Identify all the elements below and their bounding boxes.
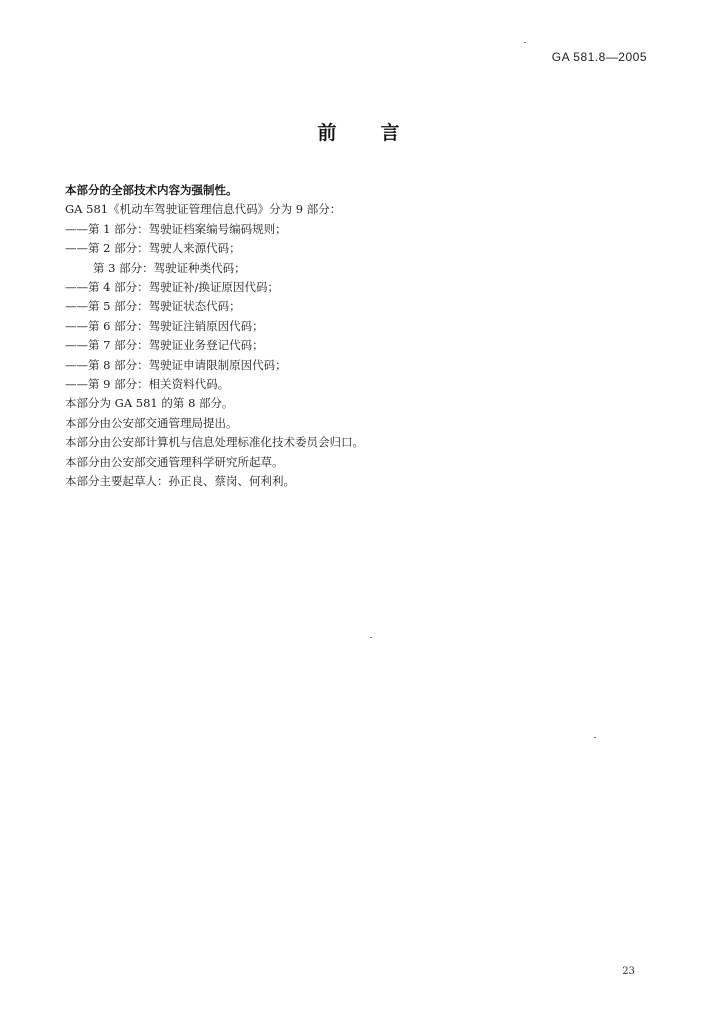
paragraph-proposed-by: 本部分由公安部交通管理局提出。 (65, 415, 238, 430)
list-item-part-4: ——第 4 部分：驾驶证补/换证原因代码； (65, 280, 280, 295)
list-item-part-7: ——第 7 部分：驾驶证业务登记代码； (65, 338, 264, 353)
scan-speck (524, 42, 526, 43)
paragraph-parts-intro: GA 581《机动车驾驶证管理信息代码》分为 9 部分： (65, 202, 342, 217)
page-number: 23 (622, 966, 635, 977)
paragraph-drafted-by: 本部分由公安部交通管理科学研究所起草。 (65, 454, 284, 469)
page-title: 前言 (317, 122, 444, 144)
list-item-part-2: ——第 2 部分：驾驶人来源代码； (65, 241, 241, 256)
paragraph-centralized-by: 本部分由公安部计算机与信息处理标准化技术委员会归口。 (65, 435, 364, 450)
paragraph-mandatory: 本部分的全部技术内容为强制性。 (65, 183, 238, 197)
paragraph-this-part: 本部分为 GA 581 的第 8 部分。 (65, 396, 234, 411)
list-item-part-1: ——第 1 部分：驾驶证档案编号编码规则； (65, 221, 287, 236)
scan-speck (370, 637, 372, 638)
list-item-part-5: ——第 5 部分：驾驶证状态代码； (65, 299, 241, 314)
list-item-part-3: 第 3 部分：驾驶证种类代码； (93, 260, 246, 275)
standard-code: GA 581.8—2005 (551, 50, 647, 64)
list-item-part-6: ——第 6 部分：驾驶证注销原因代码； (65, 318, 264, 333)
paragraph-drafters: 本部分主要起草人：孙正良、蔡岗、何利利。 (65, 474, 295, 489)
list-item-part-8: ——第 8 部分：驾驶证申请限制原因代码； (65, 357, 287, 372)
scan-speck (594, 737, 596, 738)
list-item-part-9: ——第 9 部分：相关资料代码。 (65, 377, 230, 392)
foreword-body (65, 181, 665, 492)
